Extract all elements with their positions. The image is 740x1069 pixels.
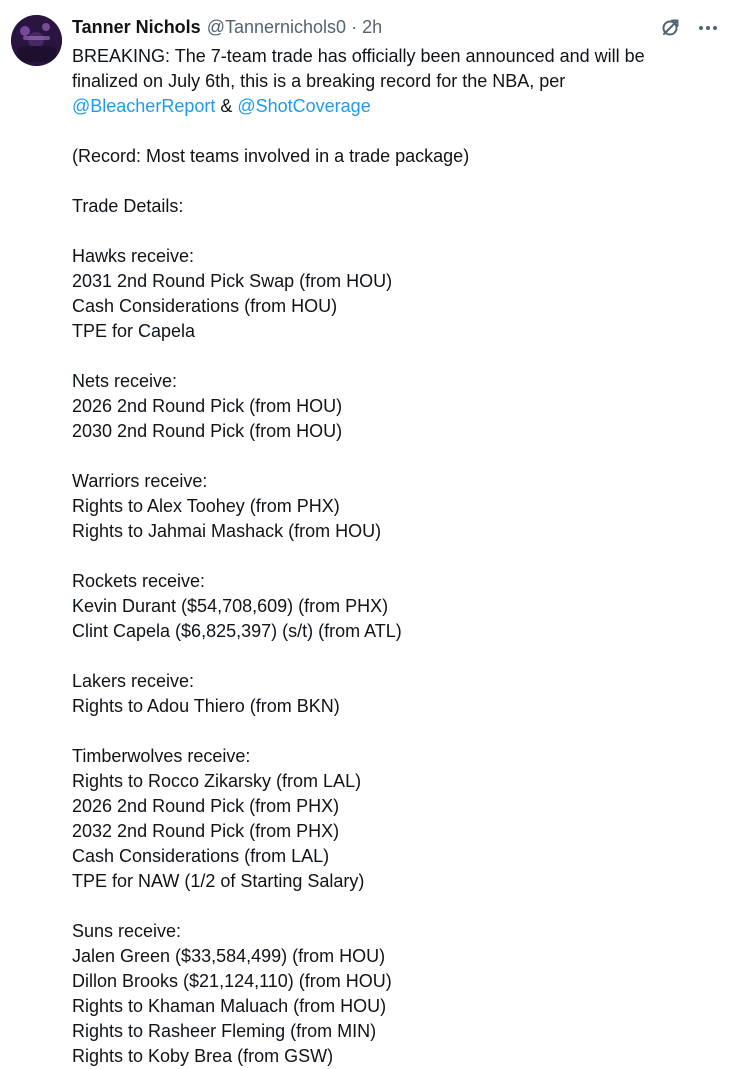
tweet-text-segment: Clint Capela ($6,825,397) (s/t) (from ATL) <box>72 621 402 641</box>
tweet-text-segment: Rights to Khaman Maluach (from HOU) <box>72 996 387 1016</box>
tweet-text-segment: Suns receive: <box>72 921 182 941</box>
tweet-text-segment: Lakers receive: <box>72 671 195 691</box>
tweet-text-line <box>72 469 692 494</box>
more-horizontal-icon[interactable] <box>696 16 720 40</box>
tweet-text-segment: Timberwolves receive: <box>72 746 251 766</box>
tweet-text-line <box>72 594 692 619</box>
tweet-text-line <box>72 819 692 844</box>
tweet-text-line <box>72 419 692 444</box>
tweet-text-line <box>72 144 692 169</box>
tweet-text <box>72 44 692 1069</box>
tweet-text-line <box>72 694 692 719</box>
tweet-text-blank-line <box>72 894 692 919</box>
tweet-text-segment: finalized on July 6th, this is a breaking record for the NBA, per <box>72 71 566 91</box>
tweet-text-segment: Nets receive: <box>72 371 178 391</box>
tweet-header <box>72 14 692 41</box>
tweet-top-actions <box>658 16 720 40</box>
tweet-text-blank-line <box>72 219 692 244</box>
tweet-text-segment: Rights to Jahmai Mashack (from HOU) <box>72 521 382 541</box>
tweet-text-line <box>72 869 692 894</box>
tweet-text-line <box>72 844 692 869</box>
tweet-text-segment: Trade Details: <box>72 196 184 216</box>
tweet-text-segment: Rights to Alex Toohey (from PHX) <box>72 496 340 516</box>
tweet-text-segment: Cash Considerations (from LAL) <box>72 846 330 866</box>
tweet-text-blank-line <box>72 169 692 194</box>
tweet-text-line <box>72 494 692 519</box>
tweet-text-segment: 2032 2nd Round Pick (from PHX) <box>72 821 340 841</box>
tweet-text-segment: Rights to Adou Thiero (from BKN) <box>72 696 340 716</box>
tweet-text-line <box>72 44 692 69</box>
tweet-text-blank-line <box>72 444 692 469</box>
tweet-text-blank-line <box>72 544 692 569</box>
tweet-text-segment: & <box>215 96 238 116</box>
tweet-text-line <box>72 669 692 694</box>
tweet-text-segment: Dillon Brooks ($21,124,110) (from HOU) <box>72 971 392 991</box>
profile-avatar[interactable] <box>11 15 62 66</box>
tweet-text-segment: Cash Considerations (from HOU) <box>72 296 338 316</box>
header-separator: · <box>351 17 358 37</box>
tweet-text-segment: 2026 2nd Round Pick (from HOU) <box>72 396 343 416</box>
tweet-text-segment: 2030 2nd Round Pick (from HOU) <box>72 421 343 441</box>
tweet-text-segment: Rights to Koby Brea (from GSW) <box>72 1046 334 1066</box>
tweet-text-segment: Kevin Durant ($54,708,609) (from PHX) <box>72 596 389 616</box>
tweet-text-line <box>72 994 692 1019</box>
tweet-text-line <box>72 969 692 994</box>
tweet-text-line <box>72 1019 692 1044</box>
tweet-text-line <box>72 794 692 819</box>
tweet-text-line <box>72 194 692 219</box>
tweet-text-blank-line <box>72 644 692 669</box>
tweet-text-line <box>72 319 692 344</box>
tweet-text-line <box>72 569 692 594</box>
tweet-timestamp[interactable]: 2h <box>362 17 383 37</box>
tweet-text-segment: BREAKING: The 7-team trade has officially been announced and will be <box>72 46 645 66</box>
tweet-text-line <box>72 1044 692 1069</box>
tweet-text-line <box>72 269 692 294</box>
tweet-text-line <box>72 294 692 319</box>
tweet-text-segment: TPE for Capela <box>72 321 196 341</box>
tweet-text-segment: 2031 2nd Round Pick Swap (from HOU) <box>72 271 393 291</box>
tweet-text-segment: Warriors receive: <box>72 471 208 491</box>
tweet-content <box>72 14 692 1069</box>
avatar-image <box>11 15 62 66</box>
mention-link[interactable]: @BleacherReport <box>72 96 216 116</box>
tweet-text-line <box>72 69 692 94</box>
tweet-text-segment: Rights to Rasheer Fleming (from MIN) <box>72 1021 377 1041</box>
tweet-text-segment: Rockets receive: <box>72 571 206 591</box>
tweet-text-blank-line <box>72 719 692 744</box>
tweet-text-blank-line <box>72 119 692 144</box>
tweet-text-segment: 2026 2nd Round Pick (from PHX) <box>72 796 340 816</box>
tweet-text-line <box>72 744 692 769</box>
tweet-text-line <box>72 369 692 394</box>
author-handle[interactable]: @Tannernichols0 <box>206 17 347 37</box>
grok-slash-icon[interactable] <box>658 16 682 40</box>
tweet-text-line <box>72 519 692 544</box>
tweet-text-line <box>72 94 692 119</box>
tweet-text-line <box>72 619 692 644</box>
tweet-text-line <box>72 394 692 419</box>
tweet-text-line <box>72 244 692 269</box>
tweet-text-line <box>72 944 692 969</box>
mention-link[interactable]: @ShotCoverage <box>237 96 371 116</box>
author-name[interactable]: Tanner Nichols <box>72 17 201 37</box>
tweet-text-blank-line <box>72 344 692 369</box>
tweet-text-segment: Hawks receive: <box>72 246 195 266</box>
tweet-text-line <box>72 919 692 944</box>
tweet-text-segment: (Record: Most teams involved in a trade package) <box>72 146 470 166</box>
tweet-text-line <box>72 769 692 794</box>
tweet-text-segment: Jalen Green ($33,584,499) (from HOU) <box>72 946 386 966</box>
tweet-text-segment: Rights to Rocco Zikarsky (from LAL) <box>72 771 362 791</box>
tweet-text-segment: TPE for NAW (1/2 of Starting Salary) <box>72 871 365 891</box>
